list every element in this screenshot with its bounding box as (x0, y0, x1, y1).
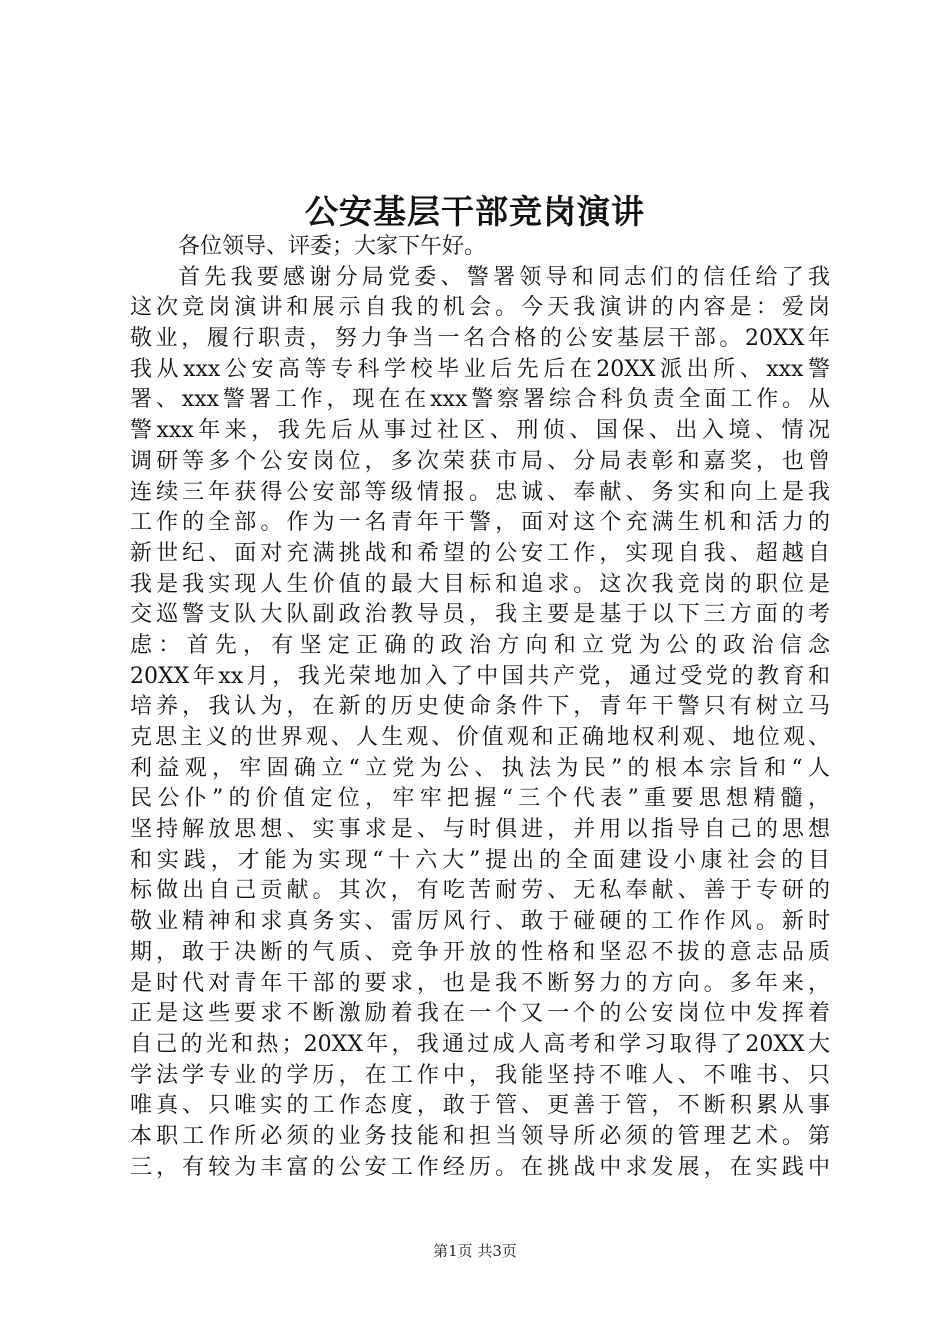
text-line: 是时代对青年干部的要求，也是我不断努力的方向。多年来， (130, 970, 830, 996)
text-line: 我从xxx公安高等专科学校毕业后先后在20XX派出所、xxx警 (130, 356, 830, 382)
text-line: 期，敢于决断的气质、竞争开放的性格和坚忍不拔的意志品质 (130, 939, 830, 965)
text-line: 这次竞岗演讲和展示自我的机会。今天我演讲的内容是：爱岗 (130, 295, 830, 321)
text-line: 三，有较为丰富的公安工作经历。在挑战中求发展，在实践中 (130, 1154, 830, 1180)
page-number-footer: 第1页 共3页 (433, 1242, 517, 1260)
text-line: 和实践，才能为实现“十六大”提出的全面建设小康社会的目 (130, 847, 830, 873)
text-line: 利益观，牢固确立“立党为公、执法为民”的根本宗旨和“人 (130, 755, 830, 781)
text-line: 学法学专业的学历，在工作中，我能坚持不唯人、不唯书、只 (130, 1062, 830, 1088)
text-line: 敬业，履行职责，努力争当一名合格的公安基层干部。20XX年 (130, 326, 830, 352)
text-line: 民公仆”的价值定位，牢牢把握“三个代表”重要思想精髓， (130, 786, 830, 812)
text-line: 正是这些要求不断激励着我在一个又一个的公安岗位中发挥着 (130, 1001, 830, 1027)
text-line: 首先我要感谢分局党委、警署领导和同志们的信任给了我 (178, 264, 830, 290)
text-line: 20XX年xx月，我光荣地加入了中国共产党，通过受党的教育和 (130, 663, 830, 689)
text-line: 署、xxx警署工作，现在在xxx警察署综合科负责全面工作。从 (130, 387, 830, 413)
text-line: 虑：首先，有坚定正确的政治方向和立党为公的政治信念 (130, 632, 830, 658)
text-line: 坚持解放思想、实事求是、与时俱进，并用以指导自己的思想 (130, 817, 830, 843)
text-line: 本职工作所必须的业务技能和担当领导所必须的管理艺术。第 (130, 1123, 830, 1149)
text-line: 交巡警支队大队副政治教导员，我主要是基于以下三方面的考 (130, 602, 830, 628)
text-line: 警xxx年来，我先后从事过社区、刑侦、国保、出入境、情况 (130, 418, 830, 444)
text-line: 新世纪、面对充满挑战和希望的公安工作，实现自我、超越自 (130, 540, 830, 566)
text-line: 各位领导、评委；大家下午好。 (178, 234, 487, 259)
text-line: 自己的光和热；20XX年，我通过成人高考和学习取得了20XX大 (130, 1031, 830, 1057)
text-line: 连续三年获得公安部等级情报。忠诚、奉献、务实和向上是我 (130, 479, 830, 505)
text-line: 敬业精神和求真务实、雷厉风行、敢于碰硬的工作作风。新时 (130, 909, 830, 935)
document-title: 公安基层干部竞岗演讲 (305, 192, 645, 231)
text-line: 调研等多个公安岗位，多次荣获市局、分局表彰和嘉奖，也曾 (130, 448, 830, 474)
text-line: 唯真、只唯实的工作态度，敢于管、更善于管，不断积累从事 (130, 1093, 830, 1119)
text-line: 培养，我认为，在新的历史使命条件下，青年干警只有树立马 (130, 694, 830, 720)
text-line: 克思主义的世界观、人生观、价值观和正确地权利观、地位观、 (130, 725, 830, 750)
text-line: 工作的全部。作为一名青年干警，面对这个充满生机和活力的 (130, 510, 830, 536)
document-body (130, 232, 830, 1183)
text-line: 标做出自己贡献。其次，有吃苦耐劳、无私奉献、善于专研的 (130, 878, 830, 904)
text-line: 我是我实现人生价值的最大目标和追求。这次我竞岗的职位是 (130, 571, 830, 597)
